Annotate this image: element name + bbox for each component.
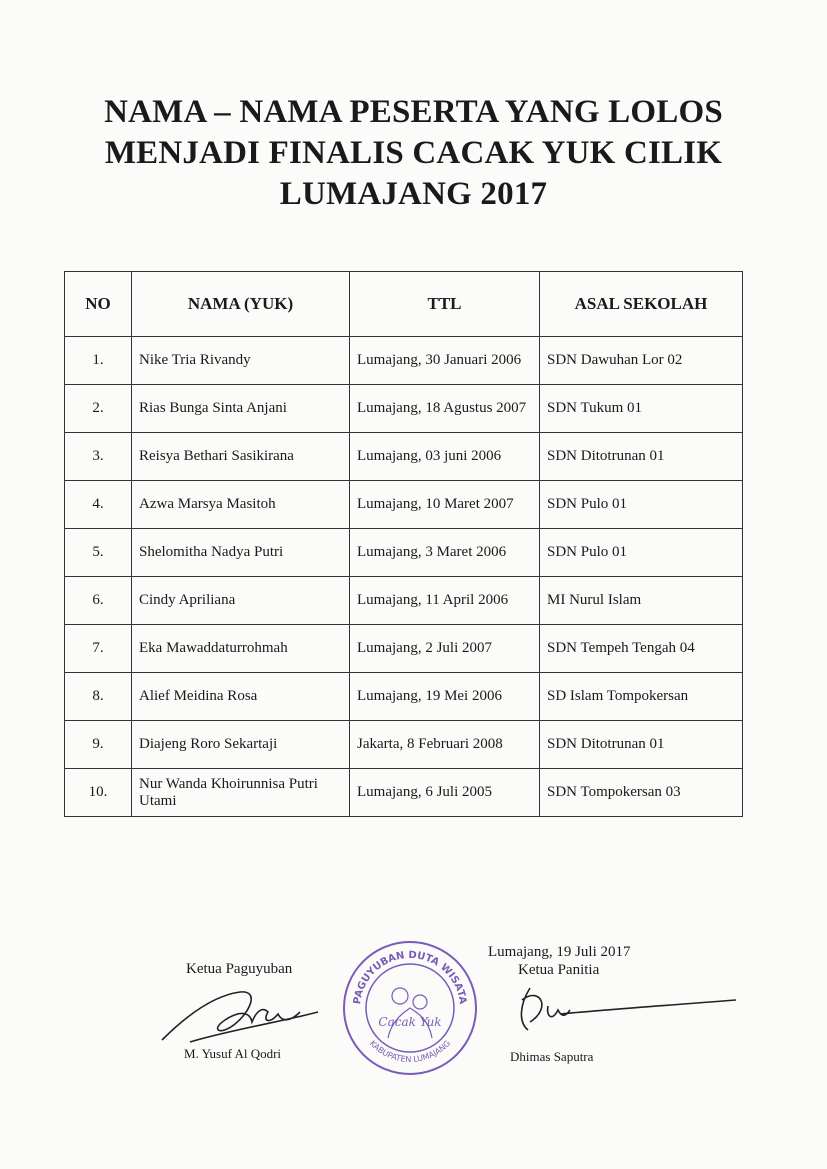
title-line-1: NAMA – NAMA PESERTA YANG LOLOS [104, 94, 723, 130]
cell-asal-sekolah: SDN Pulo 01 [540, 481, 743, 529]
table-row [65, 529, 743, 577]
table-row [65, 385, 743, 433]
cell-asal-sekolah: SDN Ditotrunan 01 [540, 433, 743, 481]
cell-asal-sekolah: SDN Tukum 01 [540, 385, 743, 433]
cell-ttl: Lumajang, 18 Agustus 2007 [350, 385, 540, 433]
svg-text:PAGUYUBAN DUTA WISATA: PAGUYUBAN DUTA WISATA [352, 949, 468, 1005]
cell-no: 4. [65, 481, 132, 529]
cell-ttl: Lumajang, 6 Juli 2005 [350, 769, 540, 817]
cell-no: 8. [65, 673, 132, 721]
table-row [65, 577, 743, 625]
cell-ttl: Lumajang, 03 juni 2006 [350, 433, 540, 481]
title-line-2: MENJADI FINALIS CACAK YUK CILIK [104, 135, 723, 171]
cell-no: 6. [65, 577, 132, 625]
right-signature [500, 980, 740, 1040]
table-row [65, 673, 743, 721]
cell-asal-sekolah: SDN Tempeh Tengah 04 [540, 625, 743, 673]
svg-text:KABUPATEN LUMAJANG: KABUPATEN LUMAJANG [367, 1038, 453, 1065]
table-row [65, 433, 743, 481]
header-asal-sekolah: ASAL SEKOLAH [540, 272, 743, 337]
cell-ttl: Lumajang, 2 Juli 2007 [350, 625, 540, 673]
signing-date: Lumajang, 19 Juli 2017 [488, 944, 631, 960]
cell-nama: Eka Mawaddaturrohmah [132, 625, 350, 673]
cell-ttl: Lumajang, 30 Januari 2006 [350, 337, 540, 385]
cell-nama: Reisya Bethari Sasikirana [132, 433, 350, 481]
document-title [0, 92, 827, 215]
title-line-3: LUMAJANG 2017 [279, 176, 548, 212]
cell-no: 7. [65, 625, 132, 673]
cell-ttl: Lumajang, 19 Mei 2006 [350, 673, 540, 721]
svg-text:Cacak Yuk: Cacak Yuk [378, 1015, 442, 1029]
cell-nama: Rias Bunga Sinta Anjani [132, 385, 350, 433]
cell-no: 1. [65, 337, 132, 385]
header-no: NO [65, 272, 132, 337]
table-row [65, 721, 743, 769]
cell-no: 10. [65, 769, 132, 817]
table-row [65, 625, 743, 673]
cell-no: 9. [65, 721, 132, 769]
left-signer-title: Ketua Paguyuban [186, 961, 293, 977]
table-header-row [65, 272, 743, 337]
cell-no: 2. [65, 385, 132, 433]
table-row [65, 337, 743, 385]
cell-asal-sekolah: SDN Tompokersan 03 [540, 769, 743, 817]
left-signer-name: M. Yusuf Al Qodri [184, 1046, 282, 1061]
cell-nama: Nike Tria Rivandy [132, 337, 350, 385]
cell-ttl: Lumajang, 3 Maret 2006 [350, 529, 540, 577]
table-row [65, 769, 743, 817]
header-ttl: TTL [350, 272, 540, 337]
right-signer-name: Dhimas Saputra [510, 1049, 594, 1064]
cell-nama: Alief Meidina Rosa [132, 673, 350, 721]
cell-nama: Shelomitha Nadya Putri [132, 529, 350, 577]
cell-asal-sekolah: MI Nurul Islam [540, 577, 743, 625]
cell-asal-sekolah: SDN Ditotrunan 01 [540, 721, 743, 769]
cell-ttl: Lumajang, 10 Maret 2007 [350, 481, 540, 529]
table-row [65, 481, 743, 529]
cell-nama: Nur Wanda Khoirunnisa Putri Utami [132, 769, 350, 817]
finalist-table [64, 271, 743, 817]
cell-no: 3. [65, 433, 132, 481]
cell-asal-sekolah: SD Islam Tompokersan [540, 673, 743, 721]
right-signer-title: Ketua Panitia [518, 962, 600, 978]
cell-asal-sekolah: SDN Pulo 01 [540, 529, 743, 577]
header-nama: NAMA (YUK) [132, 272, 350, 337]
cell-ttl: Lumajang, 11 April 2006 [350, 577, 540, 625]
cell-ttl: Jakarta, 8 Februari 2008 [350, 721, 540, 769]
cell-asal-sekolah: SDN Dawuhan Lor 02 [540, 337, 743, 385]
cell-nama: Cindy Apriliana [132, 577, 350, 625]
cell-nama: Diajeng Roro Sekartaji [132, 721, 350, 769]
cell-no: 5. [65, 529, 132, 577]
left-signature [150, 982, 320, 1052]
organization-stamp [340, 938, 480, 1078]
cell-nama: Azwa Marsya Masitoh [132, 481, 350, 529]
